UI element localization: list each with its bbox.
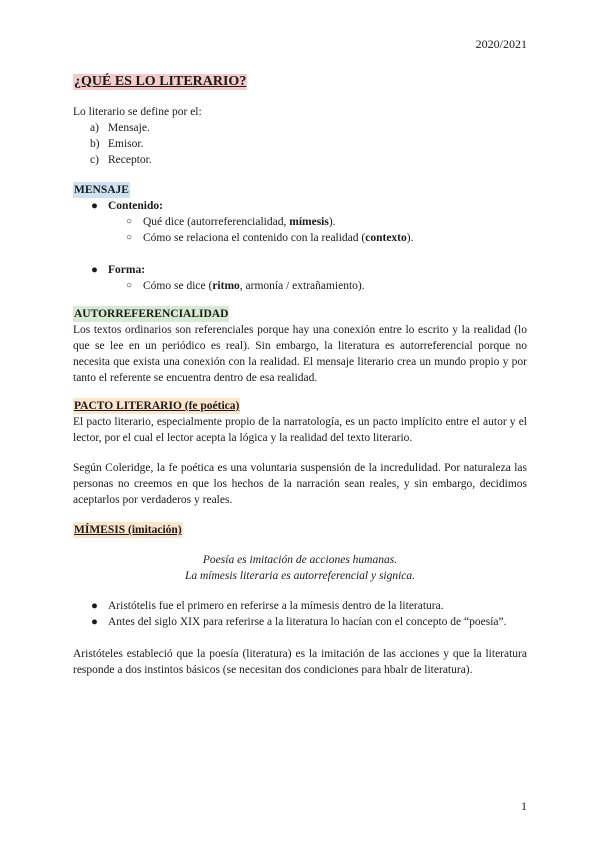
forma-label: Forma: [108,264,146,276]
list-item-text: Mensaje. [108,122,150,134]
list-marker: a) [90,122,99,134]
list-item [73,136,527,152]
page-title: ¿QUÉ ES LO LITERARIO? [74,74,247,89]
list-item-text: Aristótelis fue el primero en referirse a la mímesis dentro de la literatura. [108,600,444,612]
text-fragment: ). [328,216,336,228]
circle-bullet-icon: ○ [126,280,133,291]
list-item [73,598,527,614]
quote-line-2: La mímesis literaria es autorreferencial y signica. [184,570,416,582]
list-marker: c) [90,154,99,166]
list-item [73,120,527,136]
list-item-text: Antes del siglo XIX para referirse a la literatura lo hacían con el concepto de “poesía”. [108,616,507,628]
section-heading-mimesis: MÍMESIS (imitación) [74,524,182,536]
bullet-icon: ● [91,200,98,212]
list-item [73,262,527,294]
quote-line-1: Poesía es imitación de acciones humanas. [202,554,398,566]
forma-sublist [108,278,527,294]
section-heading-pacto-literario: PACTO LITERARIO (fe poética) [74,400,240,412]
list-item [108,230,527,246]
document-body [73,74,527,678]
pacto-paragraph-2: Según Coleridge, la fe poética es una voluntaria suspensión de la incredulidad. Por naturaleza las personas no creemos en que los hechos de la narración sean reales, y sin embargo, decidimos aceptarlos por verdaderos y reales. [73,462,527,506]
list-item-text: Emisor. [108,138,144,150]
list-item [73,198,527,246]
header-year: 2020/2021 [475,37,527,51]
mensaje-list [73,198,527,294]
mimesis-paragraph: Aristóteles estableció que la poesía (literatura) es la imitación de las acciones y que la literatura responde a dos instintos básicos (se necesitan dos condiciones para hbalr de literatura). [73,648,527,676]
intro-text: Lo literario se define por el: [73,106,202,118]
text-fragment: Cómo se relaciona el contenido con la realidad ( [143,232,366,244]
text-fragment: Qué dice (autorreferencialidad, [143,216,290,228]
list-item [108,278,527,294]
list-item [73,152,527,168]
circle-bullet-icon: ○ [126,216,133,227]
contenido-sublist [108,214,527,246]
section-heading-autorreferencialidad: AUTORREFERENCIALIDAD [74,308,229,320]
intro-list [73,120,527,168]
pacto-paragraph-1: El pacto literario, especialmente propio de la narratología, es un pacto implícito entre el autor y el lector, por el cual el lector acepta la lógica y la realidad del texto literario. [73,416,527,444]
text-fragment: , armonía / extrañamiento). [239,280,365,292]
text-fragment: ). [406,232,414,244]
bold-term: contexto [365,232,407,244]
autorreferencialidad-paragraph: Los textos ordinarios son referenciales porque hay una conexión entre lo escrito y la realidad (lo que se lee en un periódico es real). Sin embargo, la literatura es autorreferencial porque no necesita que exista una conexión con la realidad. El mensaje literario crea un mundo propio y por tanto el referente se encuentra dentro de esa realidad. [73,324,527,384]
bullet-icon: ● [91,616,98,628]
contenido-label: Contenido: [108,200,163,212]
bullet-icon: ● [91,264,98,276]
list-item [73,614,527,630]
text-fragment: Cómo se dice ( [143,280,213,292]
page-number: 1 [521,799,527,813]
bold-term: mímesis [289,216,329,228]
list-item [108,214,527,230]
section-heading-mensaje: MENSAJE [74,184,129,196]
bold-term: ritmo [212,280,240,292]
list-marker: b) [90,138,100,150]
list-item-text: Receptor. [108,154,152,166]
bullet-icon: ● [91,600,98,612]
circle-bullet-icon: ○ [126,232,133,243]
mimesis-list [73,598,527,630]
